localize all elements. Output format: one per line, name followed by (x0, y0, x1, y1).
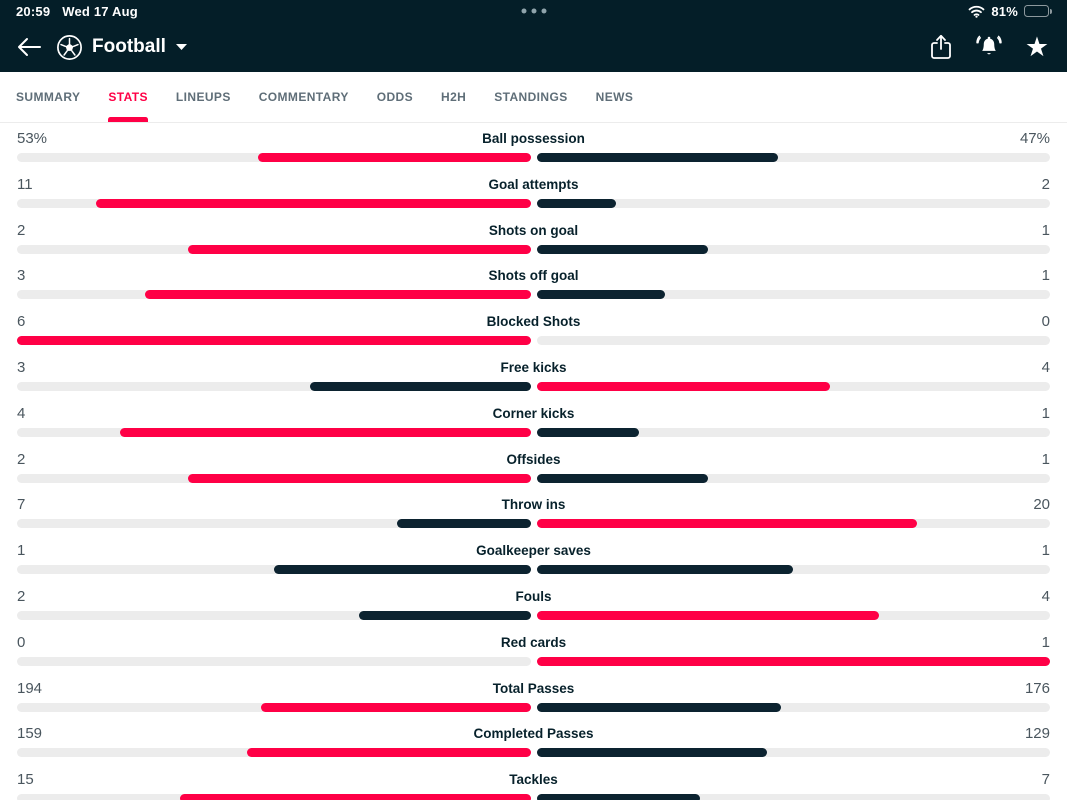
home-bar-fill (188, 245, 530, 254)
away-bar-fill (537, 474, 708, 483)
away-value: 1 (1041, 633, 1050, 651)
home-value: 3 (17, 267, 26, 285)
stats-list (0, 123, 1067, 800)
home-bar-fill (274, 565, 531, 574)
away-value: 20 (1033, 496, 1050, 514)
stat-label: Ball possession (482, 131, 585, 146)
away-bar-track (537, 703, 1051, 712)
tab-odds[interactable]: ODDS (376, 90, 414, 104)
stat-row (17, 627, 1050, 673)
away-value: 0 (1041, 313, 1050, 331)
stat-row (17, 581, 1050, 627)
away-bar-track (537, 748, 1051, 757)
away-value: 1 (1041, 267, 1050, 285)
battery-percent: 81% (991, 3, 1018, 19)
stat-row (17, 444, 1050, 490)
chevron-down-icon (175, 43, 188, 51)
home-value: 0 (17, 633, 26, 651)
home-bar-track (17, 290, 531, 299)
home-bar-track (17, 199, 531, 208)
stat-label: Tackles (509, 772, 558, 788)
away-bar-track (537, 199, 1051, 208)
home-value: 2 (17, 587, 26, 605)
away-value: 47% (1019, 130, 1050, 147)
nav-bar (0, 22, 1067, 72)
away-bar-fill (537, 290, 665, 299)
wifi-icon (968, 5, 985, 18)
home-bar-fill (120, 428, 531, 437)
away-value: 4 (1041, 358, 1050, 376)
away-bar-track (537, 336, 1051, 345)
tab-lineups[interactable]: LINEUPS (175, 90, 231, 104)
away-value: 176 (1024, 679, 1050, 697)
stat-label: Throw ins (501, 497, 566, 513)
home-value: 3 (17, 358, 26, 376)
away-bar-track (537, 153, 1051, 162)
share-button[interactable] (927, 33, 955, 61)
status-bar (0, 0, 1067, 22)
away-bar-fill (537, 657, 1051, 666)
stat-row (17, 215, 1050, 261)
home-value: 2 (17, 221, 26, 239)
stat-label: Red cards (500, 634, 567, 650)
away-bar-fill (537, 611, 879, 620)
away-bar-track (537, 428, 1051, 437)
home-bar-track (17, 474, 531, 483)
home-bar-fill (96, 199, 531, 208)
home-bar-fill (247, 748, 530, 757)
home-bar-fill (258, 153, 530, 162)
home-value: 2 (17, 450, 26, 468)
multitask-dots-icon (521, 9, 546, 14)
home-bar-fill (310, 382, 530, 391)
away-value: 1 (1041, 542, 1050, 560)
home-value: 159 (17, 725, 43, 743)
away-value: 129 (1024, 725, 1050, 743)
tab-bar (0, 72, 1067, 123)
football-icon (56, 34, 83, 61)
away-bar-track (537, 245, 1051, 254)
stat-row (17, 535, 1050, 581)
home-value: 11 (17, 175, 33, 193)
tab-standings[interactable]: STANDINGS (494, 90, 568, 104)
away-value: 1 (1041, 450, 1050, 468)
stat-row (17, 764, 1050, 800)
away-value: 1 (1041, 221, 1050, 239)
home-value: 1 (17, 542, 26, 560)
status-time: 20:59 (16, 3, 51, 19)
home-bar-track (17, 657, 531, 666)
stat-row (17, 489, 1050, 535)
home-bar-track (17, 336, 531, 345)
away-bar-track (537, 519, 1051, 528)
away-bar-fill (537, 382, 830, 391)
stat-row (17, 123, 1050, 169)
away-value: 1 (1041, 404, 1050, 422)
stat-label: Fouls (515, 588, 552, 604)
top-bar (0, 0, 1067, 72)
away-value: 7 (1041, 771, 1050, 789)
sport-selector[interactable] (56, 34, 188, 61)
away-bar-fill (537, 565, 794, 574)
home-bar-fill (180, 794, 530, 800)
home-bar-fill (261, 703, 530, 712)
stat-label: Free kicks (500, 359, 567, 375)
home-bar-fill (145, 290, 530, 299)
away-bar-track (537, 794, 1051, 800)
home-bar-track (17, 382, 531, 391)
home-bar-fill (17, 336, 531, 345)
stat-row (17, 260, 1050, 306)
home-bar-fill (397, 519, 530, 528)
away-bar-fill (537, 153, 778, 162)
home-value: 6 (17, 313, 26, 331)
notifications-bell-icon[interactable] (975, 33, 1003, 61)
stat-label: Shots on goal (488, 222, 579, 238)
tab-commentary[interactable]: COMMENTARY (258, 90, 349, 104)
stat-label: Goalkeeper saves (476, 543, 591, 559)
home-bar-track (17, 153, 531, 162)
away-bar-fill (537, 794, 700, 800)
home-bar-track (17, 565, 531, 574)
tab-h2h[interactable]: H2H (441, 90, 467, 104)
home-bar-track (17, 245, 531, 254)
stat-row (17, 673, 1050, 719)
star-icon: ★ (1024, 32, 1050, 62)
home-bar-track (17, 748, 531, 757)
tab-stats[interactable]: STATS (108, 72, 148, 122)
home-value: 15 (17, 771, 34, 789)
stat-label: Completed Passes (473, 726, 594, 742)
favorite-star-button[interactable] (1023, 33, 1051, 61)
away-bar-fill (537, 428, 640, 437)
page-title: Football (92, 36, 166, 57)
home-value: 4 (17, 404, 26, 422)
home-bar-fill (188, 474, 530, 483)
tab-summary[interactable]: SUMMARY (16, 90, 81, 104)
away-bar-track (537, 611, 1051, 620)
stat-label: Offsides (506, 451, 561, 467)
stat-row (17, 169, 1050, 215)
stat-label: Total Passes (492, 680, 575, 696)
away-value: 2 (1041, 175, 1050, 193)
away-bar-fill (537, 245, 708, 254)
away-bar-track (537, 474, 1051, 483)
stat-label: Shots off goal (488, 268, 579, 284)
home-bar-track (17, 794, 531, 800)
back-button[interactable] (16, 37, 42, 57)
away-bar-track (537, 290, 1051, 299)
home-bar-track (17, 428, 531, 437)
status-date: Wed 17 Aug (62, 3, 138, 19)
away-bar-fill (537, 519, 917, 528)
stat-row (17, 398, 1050, 444)
stat-label: Corner kicks (492, 405, 575, 421)
home-value: 7 (17, 496, 26, 514)
home-value: 194 (17, 679, 43, 697)
home-bar-track (17, 519, 531, 528)
away-bar-fill (537, 199, 616, 208)
away-bar-track (537, 657, 1051, 666)
tab-news[interactable]: NEWS (595, 90, 634, 104)
home-bar-track (17, 611, 531, 620)
away-value: 4 (1041, 587, 1050, 605)
stat-row (17, 306, 1050, 352)
home-bar-fill (359, 611, 530, 620)
away-bar-track (537, 565, 1051, 574)
home-bar-track (17, 703, 531, 712)
stat-label: Blocked Shots (486, 314, 581, 330)
away-bar-fill (537, 748, 767, 757)
stat-label: Goal attempts (488, 176, 579, 192)
battery-icon (1024, 5, 1049, 17)
home-value: 53% (17, 130, 48, 147)
away-bar-fill (537, 703, 781, 712)
stat-row (17, 718, 1050, 764)
stat-row (17, 352, 1050, 398)
away-bar-track (537, 382, 1051, 391)
